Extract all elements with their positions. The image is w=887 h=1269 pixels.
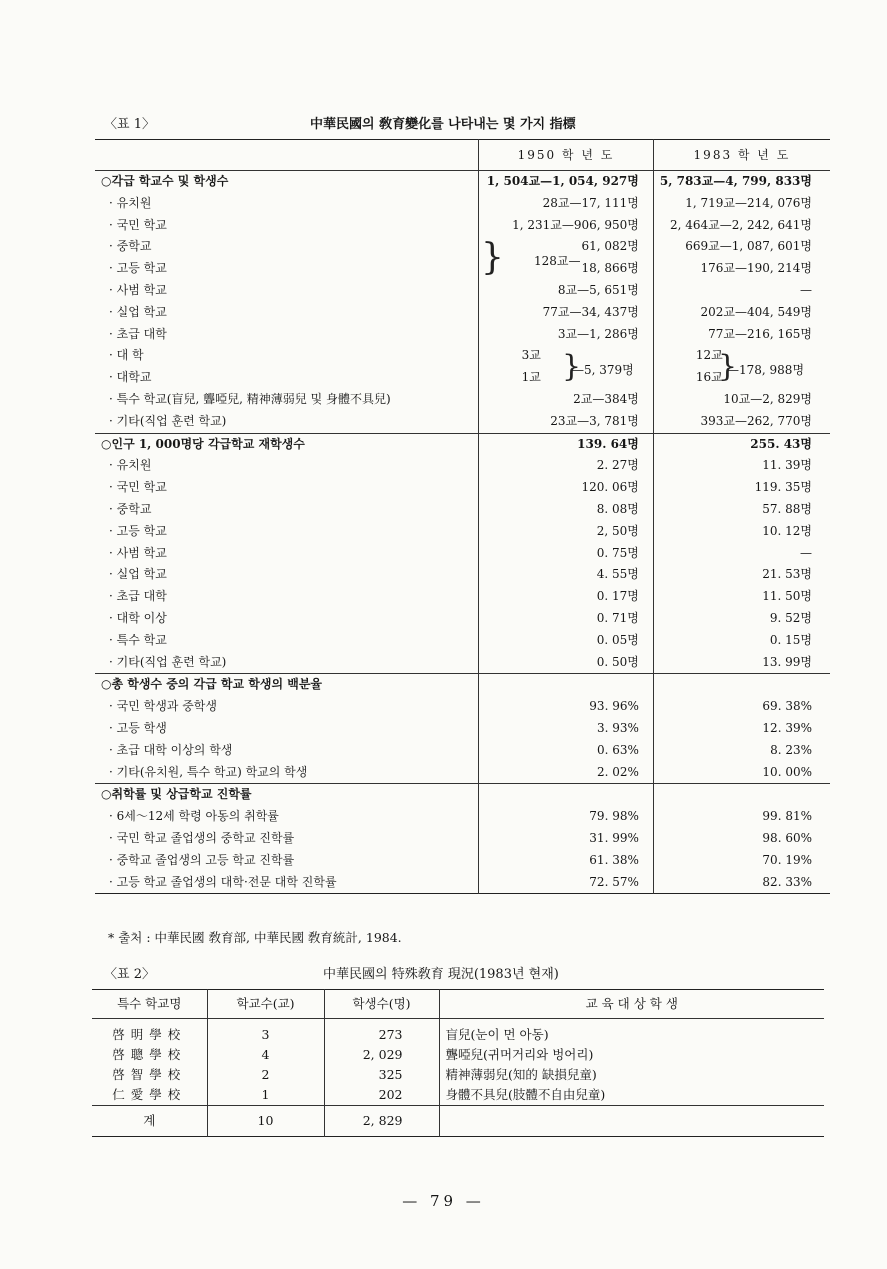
value-1950: 120. 06명 <box>479 477 654 499</box>
row-label: · 사범 학교 <box>95 543 479 565</box>
table-row <box>95 806 830 828</box>
value-1983: 16교 <box>695 370 723 385</box>
row-label: · 고등 학교 졸업생의 대학·전문 대학 진학률 <box>95 872 479 894</box>
value-1983: 9. 52명 <box>769 610 812 625</box>
row-label: ○각급 학교수 및 학생수 <box>95 171 479 193</box>
row-label: · 초급 대학 <box>95 324 479 346</box>
row-label: · 유치원 <box>95 193 479 215</box>
table-row <box>95 740 830 762</box>
value-1983: 393교—262, 770명 <box>700 413 812 428</box>
value-1983: 99. 81% <box>762 809 812 824</box>
value-1983: 70. 19% <box>762 852 812 867</box>
row-label: · 대 학 <box>95 345 479 367</box>
value-1950 <box>479 674 654 696</box>
table-row <box>95 850 830 872</box>
value-1983: 13. 99명 <box>762 654 812 669</box>
value-1983: 77교—216, 165명 <box>708 326 812 341</box>
row-label: · 중학교 졸업생의 고등 학교 진학률 <box>95 850 479 872</box>
header-year-1: 1983 학 년 도 <box>653 140 830 171</box>
value-1950: 77교—34, 437명 <box>479 302 654 324</box>
table1-header-row <box>95 140 830 171</box>
table1-label: 〈표 1〉 <box>104 117 155 132</box>
table-row <box>95 215 830 237</box>
value-1983: — <box>800 545 812 560</box>
table2-header-1: 학교수(교) <box>207 990 324 1019</box>
merged-mid-high-schools-1950: 128교— <box>534 254 581 268</box>
value-1950 <box>479 784 654 806</box>
value-1983: 12. 39% <box>762 720 812 735</box>
value-1983: 255. 43명 <box>653 433 830 455</box>
value-1983: 11. 39명 <box>762 458 812 473</box>
table-row <box>95 324 830 346</box>
value-1983: 0. 15명 <box>769 632 812 647</box>
row-label: · 초급 대학 <box>95 586 479 608</box>
value-1950: 2. 27명 <box>479 455 654 477</box>
value-1950: 8교—5, 651명 <box>479 280 654 302</box>
merged-univ-students-1950: —5, 379명 <box>572 363 634 377</box>
cell-schools: 3 <box>207 1019 324 1046</box>
table-row <box>95 193 830 215</box>
row-label: · 초급 대학 이상의 학생 <box>95 740 479 762</box>
table-row <box>95 499 830 521</box>
row-label: · 중학교 <box>95 236 479 258</box>
merged-univ-students-1983: —178, 988명 <box>727 363 805 377</box>
total-target <box>439 1106 824 1137</box>
table-row <box>95 302 830 324</box>
value-1983: 21. 53명 <box>762 567 812 582</box>
row-label: · 대학 이상 <box>95 608 479 630</box>
table-row <box>95 258 830 280</box>
table2-header-0: 특수 학교명 <box>92 990 207 1019</box>
value-1983: 10교—2, 829명 <box>723 391 812 406</box>
row-label: · 특수 학교(盲兒, 聾啞兒, 精神薄弱兒 및 身體不具兒) <box>95 389 479 411</box>
row-label: · 기타(유치원, 특수 학교) 학교의 학생 <box>95 762 479 784</box>
cell-target: 身體不具兒(肢體不自由兒童) <box>445 1087 606 1102</box>
table-row <box>92 1085 824 1106</box>
value-1950: 3. 93% <box>479 718 654 740</box>
cell-schools: 2 <box>207 1065 324 1085</box>
value-1983: 5, 783교—4, 799, 833명 <box>659 174 812 188</box>
value-1983 <box>653 784 830 806</box>
table-row <box>92 1065 824 1085</box>
table-row <box>92 1019 824 1046</box>
table-row <box>95 696 830 718</box>
cell-name: 啓明學校 <box>92 1019 207 1046</box>
value-1983: 12교 <box>695 348 723 363</box>
cell-name: 啓智學校 <box>92 1065 207 1085</box>
row-label: · 6세～12세 학령 아동의 취학률 <box>95 806 479 828</box>
value-1983: 69. 38% <box>762 699 812 714</box>
table1-title: 中華民國의 敎育變化를 나타내는 몇 가지 指標 <box>310 117 576 132</box>
cell-students: 2, 029 <box>324 1045 439 1065</box>
row-label: · 실업 학교 <box>95 564 479 586</box>
table2-title: 中華民國의 特殊敎育 現況(1983년 현재) <box>323 967 559 982</box>
value-1983: 2, 464교—2, 242, 641명 <box>669 217 812 232</box>
value-1950: 72. 57% <box>479 872 654 894</box>
value-1950: 1, 504교—1, 054, 927명 <box>479 171 654 193</box>
cell-target: 精神薄弱兒(知的 缺損兒童) <box>445 1067 597 1082</box>
value-1983: 8. 23% <box>770 742 812 757</box>
cell-students: 273 <box>324 1019 439 1046</box>
brace-univ-1983: } <box>718 349 738 384</box>
value-1983: 57. 88명 <box>762 501 812 516</box>
value-1950: 0. 63% <box>479 740 654 762</box>
row-label: · 사범 학교 <box>95 280 479 302</box>
table-row <box>95 521 830 543</box>
table-row <box>95 389 830 411</box>
page-number: — 79 — <box>402 1192 485 1210</box>
section-row <box>95 674 830 696</box>
row-label: · 국민 학교 졸업생의 중학교 진학률 <box>95 828 479 850</box>
table2-header-row <box>92 990 824 1019</box>
brace-left: } <box>481 237 504 278</box>
value-1983: 669교—1, 087, 601명 <box>685 239 812 254</box>
table2-header-2: 학생수(명) <box>324 990 439 1019</box>
cell-name: 啓聰學校 <box>92 1045 207 1065</box>
row-label: · 국민 학생과 중학생 <box>95 696 479 718</box>
row-label: · 기타(직업 훈련 학교) <box>95 652 479 674</box>
value-1983 <box>653 674 830 696</box>
table-row <box>95 652 830 674</box>
table-row <box>95 477 830 499</box>
row-label: · 실업 학교 <box>95 302 479 324</box>
value-1950: 139. 64명 <box>479 433 654 455</box>
value-1950: 2, 50명 <box>479 521 654 543</box>
table-row <box>95 762 830 784</box>
row-label: · 국민 학교 <box>95 477 479 499</box>
row-label: · 국민 학교 <box>95 215 479 237</box>
table-row <box>95 828 830 850</box>
value-1950: 61, 082명 <box>479 236 654 258</box>
table-row <box>95 236 830 258</box>
table-row <box>95 608 830 630</box>
value-1950: 3교—1, 286명 <box>479 324 654 346</box>
row-label: · 기타(직업 훈련 학교) <box>95 411 479 433</box>
table2-header-3: 교 육 대 상 학 생 <box>439 990 824 1019</box>
value-1983: — <box>800 282 812 297</box>
cell-target: 聾啞兒(귀머거리와 벙어리) <box>445 1047 594 1062</box>
value-1950: 2. 02% <box>479 762 654 784</box>
value-1950: 23교—3, 781명 <box>479 411 654 433</box>
table-row <box>95 586 830 608</box>
value-1950: 0. 05명 <box>479 630 654 652</box>
cell-target: 盲兒(눈이 먼 아동) <box>445 1027 549 1042</box>
value-1950: 0. 17명 <box>479 586 654 608</box>
row-label: · 고등 학교 <box>95 521 479 543</box>
total-label: 계 <box>92 1106 207 1137</box>
value-1950: 28교—17, 111명 <box>479 193 654 215</box>
table-row <box>92 1045 824 1065</box>
value-1983: 176교—190, 214명 <box>700 261 812 276</box>
section-row <box>95 784 830 806</box>
value-1950: 61. 38% <box>479 850 654 872</box>
section-row <box>95 171 830 193</box>
value-1983: 82. 33% <box>762 874 812 889</box>
cell-students: 325 <box>324 1065 439 1085</box>
table-row <box>95 411 830 433</box>
table-row <box>95 718 830 740</box>
brace-univ-1950: } <box>562 349 582 384</box>
source-note: * 출처 : 中華民國 敎育部, 中華民國 敎育統計, 1984. <box>108 930 402 945</box>
value-1950: 93. 96% <box>479 696 654 718</box>
value-1983: 1, 719교—214, 076명 <box>685 195 812 210</box>
row-label: · 대학교 <box>95 367 479 389</box>
row-label: ○취학률 및 상급학교 진학률 <box>95 784 479 806</box>
total-row <box>92 1106 824 1137</box>
value-1950: 31. 99% <box>479 828 654 850</box>
table-row <box>95 280 830 302</box>
table-row <box>95 564 830 586</box>
cell-schools: 4 <box>207 1045 324 1065</box>
table-row <box>95 630 830 652</box>
value-1950: 0. 75명 <box>479 543 654 565</box>
row-label: · 고등 학교 <box>95 258 479 280</box>
table-row <box>95 543 830 565</box>
value-1950: 8. 08명 <box>479 499 654 521</box>
value-1983: 11. 50명 <box>762 589 812 604</box>
value-1950: 1, 231교—906, 950명 <box>479 215 654 237</box>
cell-students: 202 <box>324 1085 439 1106</box>
value-1950: 0. 50명 <box>479 652 654 674</box>
table1 <box>95 139 830 894</box>
row-label: · 유치원 <box>95 455 479 477</box>
row-label: · 특수 학교 <box>95 630 479 652</box>
table2-label: 〈표 2〉 <box>104 967 155 982</box>
value-1950: 0. 71명 <box>479 608 654 630</box>
cell-name: 仁愛學校 <box>92 1085 207 1106</box>
value-1950: 3교 <box>479 345 654 367</box>
header-blank <box>95 140 479 171</box>
row-label: · 중학교 <box>95 499 479 521</box>
row-label: · 고등 학생 <box>95 718 479 740</box>
value-1950: 4. 55명 <box>479 564 654 586</box>
section-row <box>95 433 830 455</box>
total-schools: 10 <box>207 1106 324 1137</box>
header-year-0: 1950 학 년 도 <box>479 140 654 171</box>
value-1983: 10. 00% <box>762 764 812 779</box>
total-students: 2, 829 <box>324 1106 439 1137</box>
value-1950: 1교 <box>479 367 654 389</box>
table2 <box>92 989 824 1137</box>
table-row <box>95 872 830 894</box>
row-label: ○인구 1, 000명당 각급학교 재학생수 <box>95 433 479 455</box>
value-1983: 10. 12명 <box>762 523 812 538</box>
table-row <box>95 455 830 477</box>
value-1950: 79. 98% <box>479 806 654 828</box>
value-1950: 18, 866명 <box>479 258 654 280</box>
value-1983: 98. 60% <box>762 830 812 845</box>
value-1983: 202교—404, 549명 <box>700 304 812 319</box>
row-label: ○총 학생수 중의 각급 학교 학생의 백분율 <box>95 674 479 696</box>
value-1983: 119. 35명 <box>754 480 812 495</box>
cell-schools: 1 <box>207 1085 324 1106</box>
value-1950: 2교—384명 <box>479 389 654 411</box>
